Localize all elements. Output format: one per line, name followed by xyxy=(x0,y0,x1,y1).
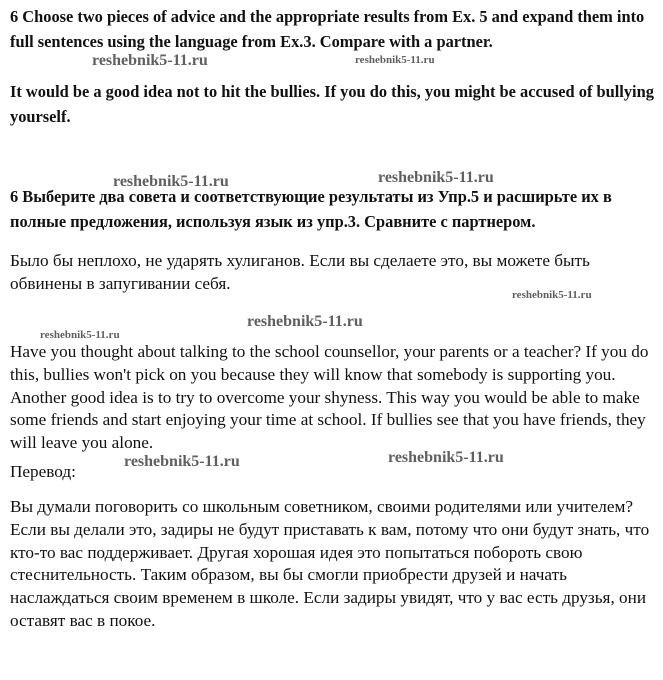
watermark: reshebnik5-11.ru xyxy=(124,453,240,470)
passage-text: Have you thought about talking to the school counsellor, your parents or a teacher? If you do this, bullies won't pick on you because they will know that somebody is supporting you. Another good idea is to try to overcome your shyness. This way you would be able to make some friends and start enjoying your time at school. If bullies see that you have friends, they will leave you alone. xyxy=(10,342,649,453)
task-en-answer: It would be a good idea not to hit the bullies. If you do this, you might be accused of bullying yourself. xyxy=(10,82,654,126)
watermark: reshebnik5-11.ru xyxy=(355,54,435,66)
watermark: reshebnik5-11.ru xyxy=(247,313,363,330)
watermark: reshebnik5-11.ru xyxy=(378,169,494,186)
watermark: reshebnik5-11.ru xyxy=(512,289,592,301)
watermark: reshebnik5-11.ru xyxy=(92,52,208,69)
translation-label: Перевод: xyxy=(10,462,76,481)
task-ru-answer: Было бы неплохо, не ударять хулиганов. Если вы сделаете это, вы можете быть обвинены в запугивании себя. xyxy=(10,251,590,293)
watermark: reshebnik5-11.ru xyxy=(113,173,229,190)
watermark: reshebnik5-11.ru xyxy=(388,449,504,466)
watermark: reshebnik5-11.ru xyxy=(40,329,120,341)
task-ru-heading: 6 Выберите два совета и соответствующие результаты из Упр.5 и расширьте их в полные предложения, используя язык из упр.3. Сравните с партнером. xyxy=(10,187,612,231)
translation-text: Вы думали поговорить со школьным советником, своими родителями или учителем? Если вы делали это, задиры не будут приставать к вам, потому что они будут знать, что кто-то вас поддерживает. Другая хорошая идея это попытаться побороть свою стеснительность. Таким образом, вы бы смогли приобрести друзей и начать наслаждаться своим временем в школе. Если задиры увидят, что у вас есть друзья, они оставят вас в покое. xyxy=(10,497,650,630)
task-en-heading: 6 Choose two pieces of advice and the appropriate results from Ex. 5 and expand them into full sentences using the language from Ex.3. Compare with a partner. xyxy=(10,7,645,51)
